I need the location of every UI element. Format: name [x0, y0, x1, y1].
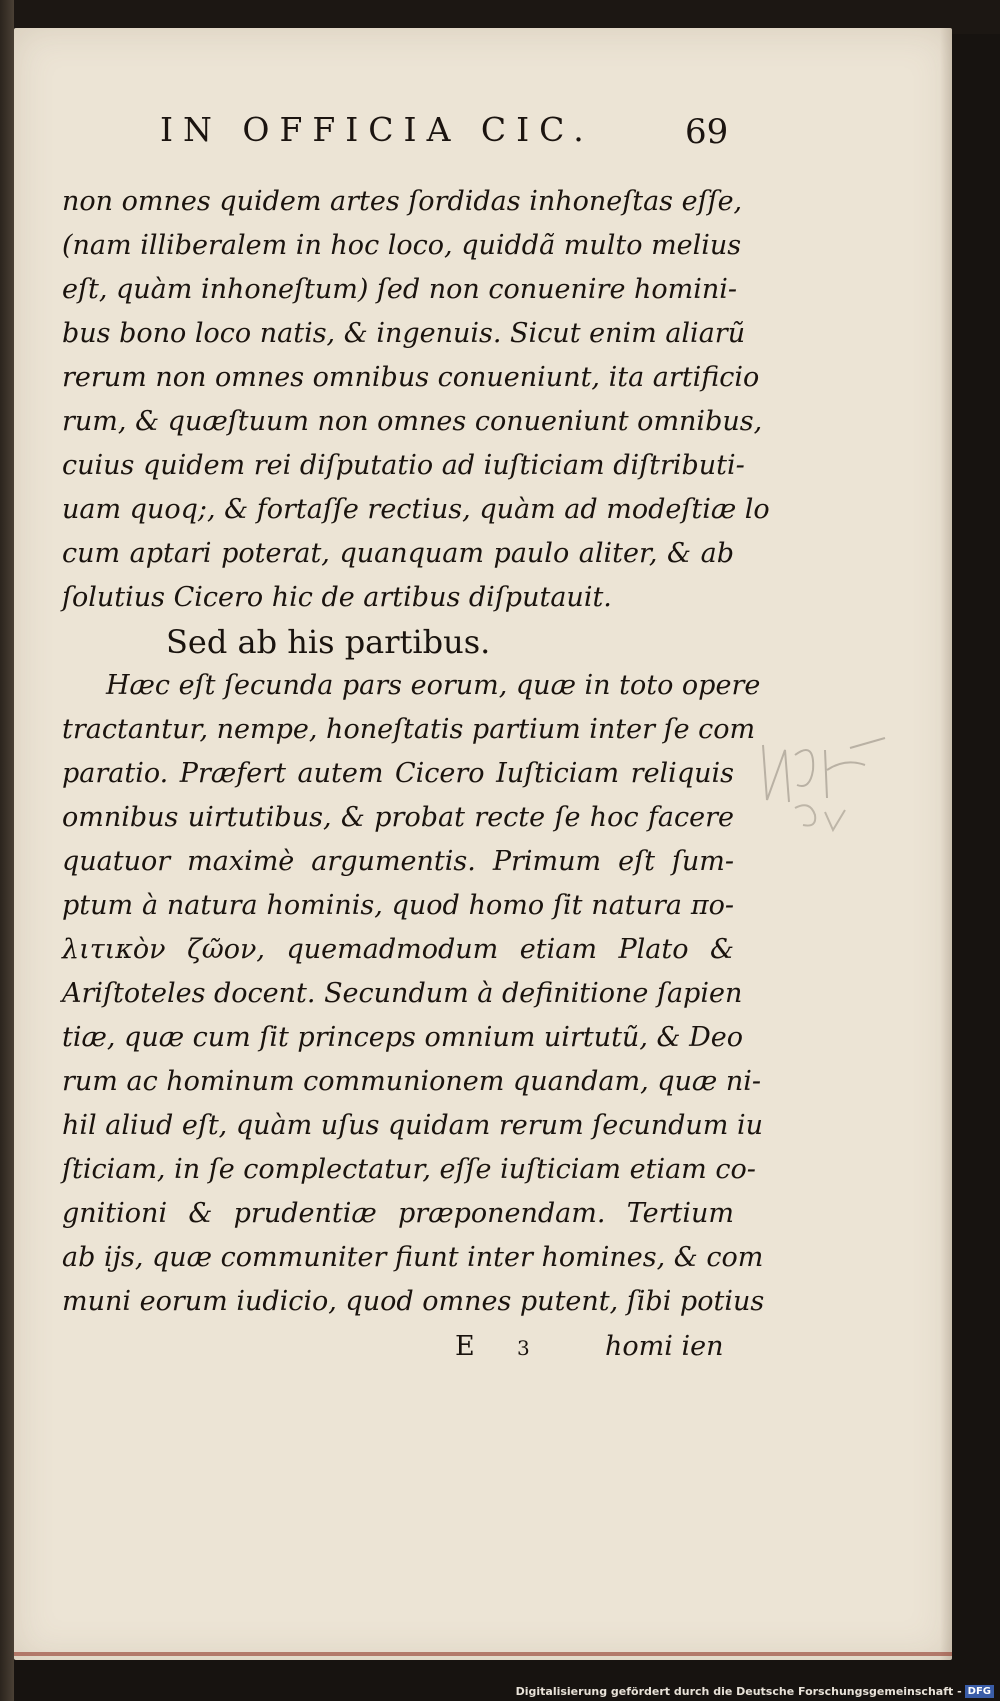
signature-number: 3: [517, 1336, 530, 1360]
section-heading: Sed ab his partibus.: [166, 623, 491, 661]
text-line: ptum à natura hominis, quod homo ſit natura πο-: [62, 890, 734, 921]
text-line: omnibus uirtutibus, & probat recte ſe hoc facere: [62, 802, 734, 833]
text-line: muni eorum iudicio, quod omnes putent, ſibi potius: [62, 1286, 765, 1317]
text-line: cuius quidem rei diſputatio ad iuſticiam diſtributi-: [62, 450, 745, 481]
text-line: ſolutius Cicero hic de artibus diſputauit.: [62, 582, 612, 613]
page-bottom-edge: [14, 1652, 952, 1656]
text-line: Hæc eſt ſecunda pars eorum, quæ in toto opere: [106, 670, 761, 701]
signature-mark: E: [455, 1331, 475, 1362]
page-footer-line: [455, 1331, 745, 1362]
text-line: rum, & quæſtuum non omnes conueniunt omnibus,: [62, 406, 763, 437]
page-edge-shadow: [940, 28, 952, 1660]
text-line: Ariſtoteles docent. Secundum à definitione ſapien: [62, 978, 743, 1009]
text-line: λιτικὸν ζῶον, quemadmodum etiam Plato &: [62, 934, 734, 965]
body-text: [62, 180, 770, 1324]
text-line: paratio. Præfert autem Cicero Iuſticiam reliquis: [62, 758, 734, 789]
text-line: bus bono loco natis, & ingenuis. Sicut enim aliarũ: [62, 318, 746, 349]
text-line: cum aptari poterat, quanquam paulo aliter, & ab: [62, 538, 734, 569]
dfg-logo: DFG: [965, 1685, 994, 1698]
text-line: tiæ, quæ cum ſit princeps omnium uirtutũ, & Deo: [62, 1022, 743, 1053]
page-number: 69: [685, 112, 729, 152]
text-line: rerum non omnes omnibus conueniunt, ita artificio: [62, 362, 760, 393]
text-line: uam quoq;, & fortaſſe rectius, quàm ad modeſtiæ lo: [62, 494, 770, 525]
text-line: tractantur, nempe, honeſtatis partium inter ſe com: [62, 714, 756, 745]
text-line: quatuor maximè argumentis. Primum eſt ſum-: [62, 846, 734, 877]
credit-text: Digitalisierung gefördert durch die Deutsche Forschungsgemeinschaft -: [515, 1684, 962, 1698]
text-line: eſt, quàm inhoneſtum) ſed non conuenire homini-: [62, 274, 738, 305]
text-line: ſticiam, in ſe complectatur, eſſe iuſticiam etiam co-: [62, 1154, 756, 1185]
text-line: non omnes quidem artes ſordidas inhoneſtas eſſe,: [62, 186, 743, 217]
running-title: IN OFFICIA CIC.: [160, 110, 594, 149]
text-line: (nam illiberalem in hoc loco, quiddã multo melius: [62, 230, 742, 261]
digitization-credit: [516, 1685, 994, 1699]
pencil-marginal-note: [755, 730, 905, 840]
text-line: rum ac hominum communionem quandam, quæ ni-: [62, 1066, 762, 1097]
text-line: ab ijs, quæ communiter fiunt inter homines, & com: [62, 1242, 764, 1273]
catchword: homi ien: [605, 1331, 724, 1362]
book-spine-edge: [0, 0, 14, 1701]
text-line: hil aliud eſt, quàm uſus quidam rerum ſecundum iu: [62, 1110, 764, 1141]
text-line: gnitioni & prudentiæ præponendam. Tertium: [62, 1198, 734, 1229]
